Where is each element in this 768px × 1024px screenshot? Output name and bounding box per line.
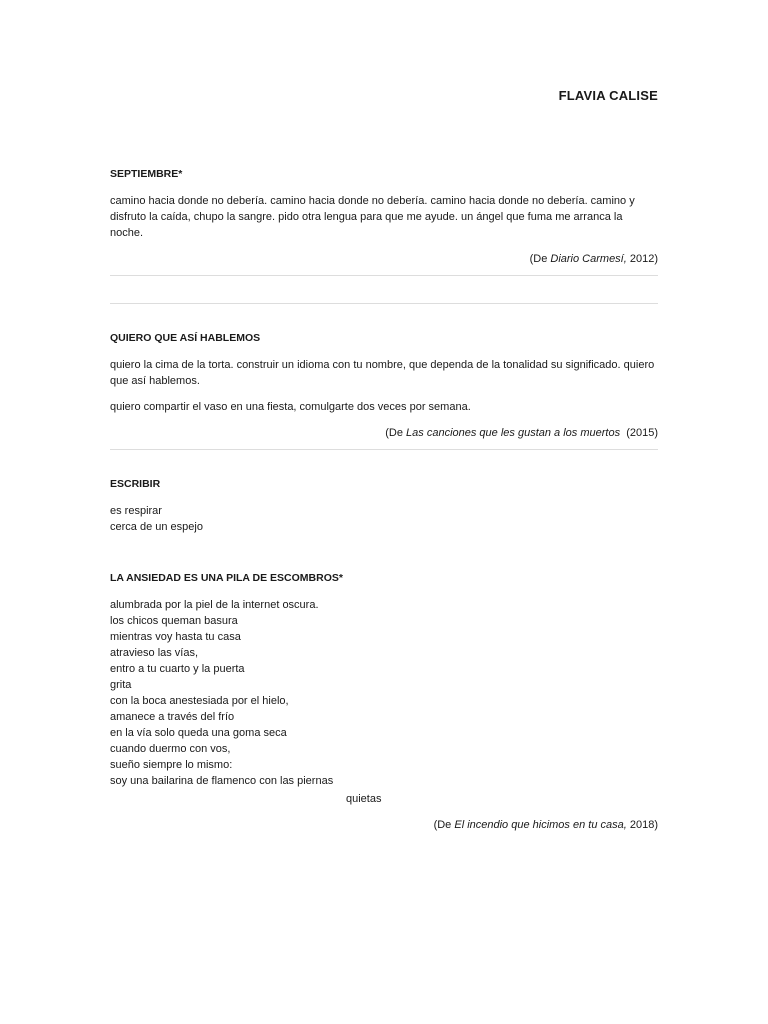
poem-title: LA ANSIEDAD ES UNA PILA DE ESCOMBROS*	[110, 572, 343, 584]
poem-line: en la vía solo queda una goma seca	[110, 727, 287, 739]
poem-paragraph: quiero compartir el vaso en una fiesta, comulgarte dos veces por semana.	[110, 401, 471, 413]
source-prefix: (De	[433, 819, 455, 831]
source-suffix: 2018)	[626, 819, 658, 831]
poem-line: mientras voy hasta tu casa	[110, 631, 241, 643]
source-suffix: 2012)	[626, 253, 658, 265]
poem-line: entro a tu cuarto y la puerta	[110, 663, 245, 675]
poem-lines	[110, 503, 658, 535]
poem-title: ESCRIBIR	[110, 478, 161, 490]
poem-line-indented: quietas	[346, 793, 382, 805]
source-book: Diario Carmesí,	[550, 253, 627, 265]
source-book: El incendio que hicimos en tu casa,	[454, 819, 627, 831]
source-prefix: (De	[529, 253, 551, 265]
source-book: Las canciones que les gustan a los muertos	[406, 427, 621, 439]
poem-source	[110, 817, 658, 833]
source-prefix: (De	[385, 427, 407, 439]
poem-line: con la boca anestesiada por el hielo,	[110, 695, 289, 707]
poem-line: soy una bailarina de flamenco con las piernas	[110, 775, 334, 787]
divider	[110, 275, 658, 276]
divider	[110, 303, 658, 304]
poem-source	[110, 425, 658, 441]
author-name: FLAVIA CALISE	[558, 88, 658, 103]
poem-line: es respirar	[110, 505, 162, 517]
source-suffix: (2015)	[620, 427, 658, 439]
poem-la-ansiedad	[110, 571, 658, 833]
poem-text: camino hacia donde no debería. camino hacia donde no debería. camino hacia donde no debería. camino y disfruto la caída, chupo la sangre. pido otra lengua para que me ayude. un ángel que fuma me arranca la noche.	[110, 195, 635, 239]
poem-paragraph: quiero la cima de la torta. construir un idioma con tu nombre, que dependa de la tonalidad su significado. quiero que así hablemos.	[110, 359, 655, 387]
poem-line: alumbrada por la piel de la internet oscura.	[110, 599, 319, 611]
poem-line: atravieso las vías,	[110, 647, 199, 659]
poem-line: sueño siempre lo mismo:	[110, 759, 233, 771]
poem-escribir	[110, 477, 658, 535]
poem-septiembre	[110, 167, 658, 267]
poem-quiero-que-asi-hablemos	[110, 331, 658, 441]
poem-title: QUIERO QUE ASÍ HABLEMOS	[110, 332, 261, 344]
poem-lines	[110, 597, 658, 807]
divider	[110, 449, 658, 450]
poem-line: grita	[110, 679, 132, 691]
poem-source	[110, 251, 658, 267]
poem-line: cerca de un espejo	[110, 521, 203, 533]
poem-line: amanece a través del frío	[110, 711, 235, 723]
poem-title: SEPTIEMBRE*	[110, 168, 183, 180]
poem-line: los chicos queman basura	[110, 615, 238, 627]
poem-line: cuando duermo con vos,	[110, 743, 231, 755]
